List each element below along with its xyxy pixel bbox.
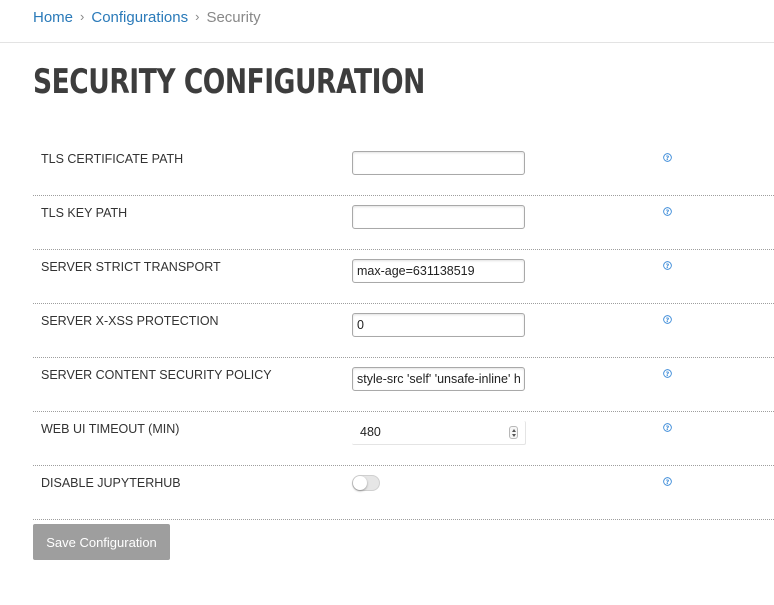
breadcrumb <box>33 6 261 28</box>
question-circle-icon[interactable] <box>663 423 672 432</box>
chevron-right-icon: › <box>195 8 200 24</box>
server-xss-protection-label: SERVER X-XSS PROTECTION <box>41 314 219 328</box>
question-circle-icon[interactable] <box>663 477 672 486</box>
header-divider <box>0 42 774 43</box>
server-content-security-policy-label: SERVER CONTENT SECURITY POLICY <box>41 368 272 382</box>
web-ui-timeout-input[interactable] <box>352 421 526 445</box>
breadcrumb-home-link[interactable]: Home <box>33 8 74 26</box>
tls-key-path-label: TLS KEY PATH <box>41 206 128 220</box>
web-ui-timeout-value: 480 <box>360 425 381 439</box>
form-row-server-strict-transport <box>33 250 774 304</box>
form-row-disable-jupyterhub <box>33 466 774 520</box>
server-xss-protection-input[interactable] <box>352 313 525 337</box>
page-title: SECURITY CONFIGURATION <box>33 62 425 102</box>
server-content-security-policy-input[interactable] <box>352 367 525 391</box>
tls-certificate-path-label: TLS CERTIFICATE PATH <box>41 152 184 166</box>
breadcrumb-configurations-link[interactable]: Configurations <box>91 8 189 26</box>
disable-jupyterhub-toggle[interactable] <box>352 475 380 491</box>
tls-key-path-input[interactable] <box>352 205 525 229</box>
breadcrumb-current: Security <box>206 8 261 26</box>
toggle-knob <box>353 476 367 490</box>
form-row-tls-certificate-path <box>33 142 774 196</box>
save-configuration-button[interactable]: Save Configuration <box>33 524 170 560</box>
question-circle-icon[interactable] <box>663 315 672 324</box>
svg-text:?: ? <box>665 424 670 432</box>
svg-text:?: ? <box>665 262 670 270</box>
spinner-arrows-icon[interactable] <box>509 426 518 439</box>
svg-text:?: ? <box>665 154 670 162</box>
svg-text:?: ? <box>665 316 670 324</box>
svg-text:?: ? <box>665 370 670 378</box>
form-row-server-content-security-policy <box>33 358 774 412</box>
question-circle-icon[interactable] <box>663 153 672 162</box>
disable-jupyterhub-label: DISABLE JUPYTERHUB <box>41 476 181 490</box>
security-form <box>33 142 774 520</box>
chevron-right-icon: › <box>80 8 85 24</box>
form-row-tls-key-path <box>33 196 774 250</box>
server-strict-transport-label: SERVER STRICT TRANSPORT <box>41 260 221 274</box>
question-circle-icon[interactable] <box>663 369 672 378</box>
svg-text:?: ? <box>665 208 670 216</box>
web-ui-timeout-label: WEB UI TIMEOUT (MIN) <box>41 422 180 436</box>
form-row-server-xss-protection <box>33 304 774 358</box>
server-strict-transport-input[interactable] <box>352 259 525 283</box>
svg-text:?: ? <box>665 478 670 486</box>
question-circle-icon[interactable] <box>663 261 672 270</box>
question-circle-icon[interactable] <box>663 207 672 216</box>
form-row-web-ui-timeout <box>33 412 774 466</box>
tls-certificate-path-input[interactable] <box>352 151 525 175</box>
